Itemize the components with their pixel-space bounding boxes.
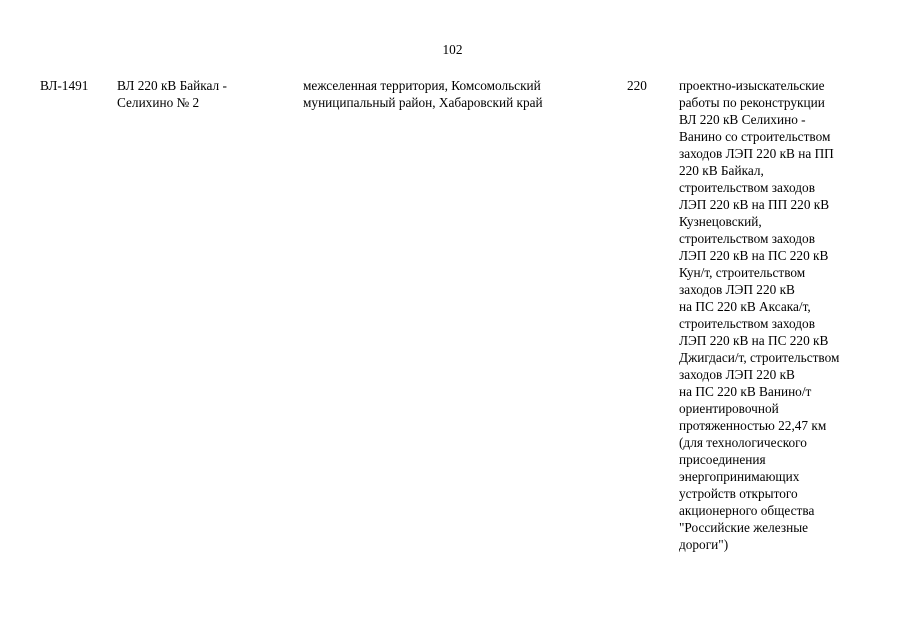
- page-number: 102: [442, 42, 463, 57]
- object-name-cell: ВЛ 220 кВ Байкал - Селихино № 2: [117, 78, 227, 110]
- voltage-cell: 220: [627, 78, 647, 93]
- object-code-cell: ВЛ-1491: [40, 78, 89, 93]
- purpose-cell: проектно-изыскательские работы по реконструкции ВЛ 220 кВ Селихино - Ванино со строительством заходов ЛЭП 220 кВ на ПП 220 кВ Байкал, строительством заходов ЛЭП 220 кВ на ПП 220 кВ Кузнецовский, строительством заходов ЛЭП 220 кВ на ПС 220 кВ Кун/т, строительством заходов ЛЭП 220 кВ на ПС 220 кВ Аксака/т, строительством заходов ЛЭП 220 кВ на ПС 220 кВ Джигдаси/т, строительством заходов ЛЭП 220 кВ на ПС 220 кВ Ванино/т ориентировочной протяженностью 22,47 км (для технологического присоединения энергопринимающих устройств открытого акционерного общества "Российские железные дороги"): [679, 78, 840, 552]
- location-cell: межселенная территория, Комсомольский муниципальный район, Хабаровский край: [303, 78, 543, 110]
